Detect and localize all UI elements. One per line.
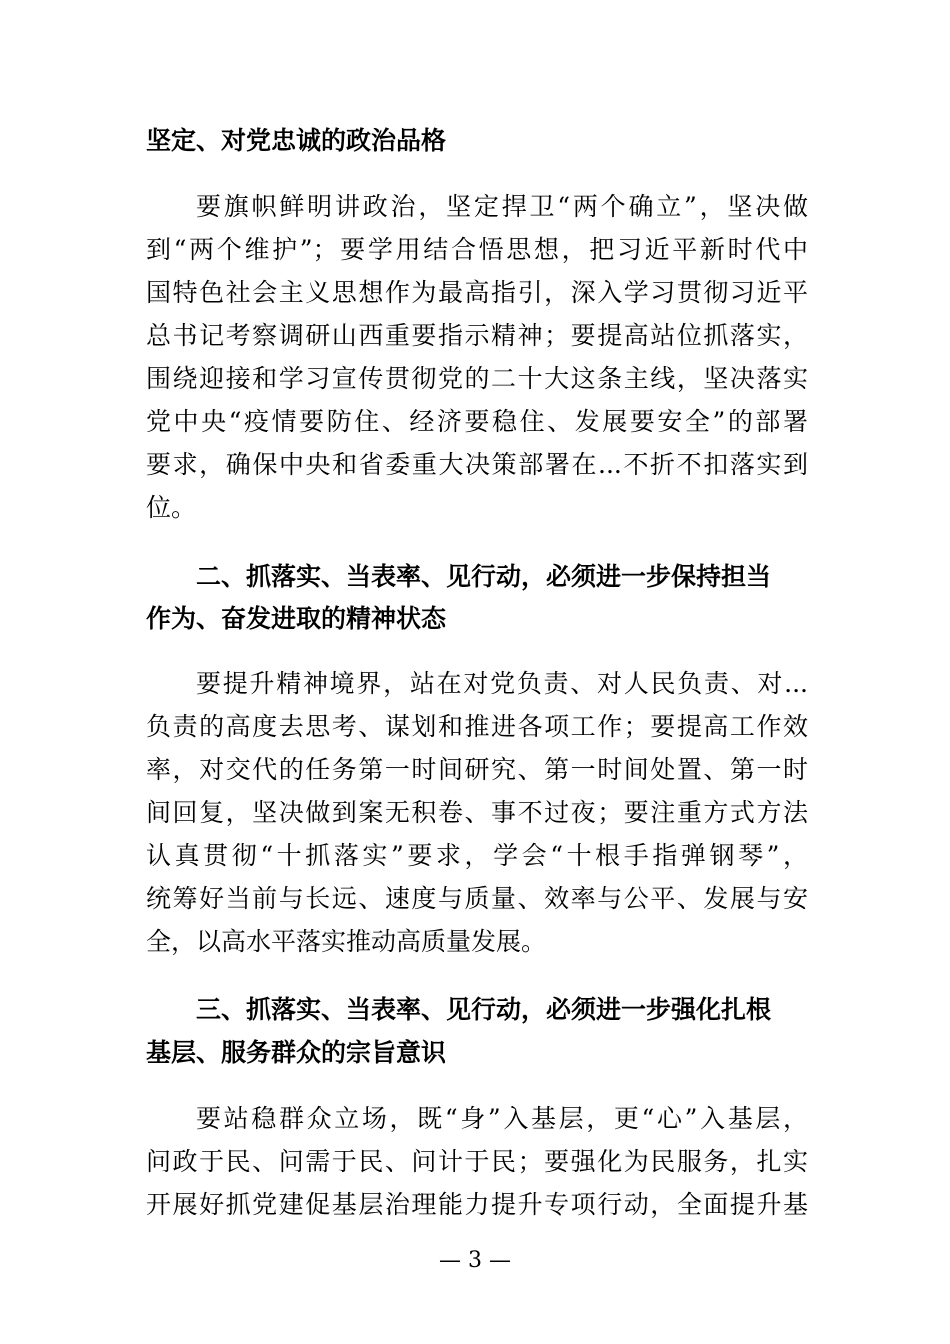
paragraph-line: 总书记考察调研山西重要指示精神；要提高站位抓落实， [146,321,808,350]
section-1-heading: 坚定、对党忠诚的政治品格 [146,126,447,155]
paragraph-line: 开展好抓党建促基层治理能力提升专项行动，全面提升基 [146,1190,808,1219]
paragraph-line: 统筹好当前与长远、速度与质量、效率与公平、发展与安 [146,884,808,913]
paragraph-line: 率，对交代的任务第一时间研究、第一时间处置、第一时 [146,755,808,784]
paragraph-line: 国特色社会主义思想作为最高指引，深入学习贯彻习近平 [146,278,808,307]
paragraph-line: 问政于民、问需于民、问计于民；要强化为民服务，扎实 [146,1147,808,1176]
paragraph-line: 间回复，坚决做到案无积卷、事不过夜；要注重方式方法 [146,798,808,827]
paragraph-line: 围绕迎接和学习宣传贯彻党的二十大这条主线，坚决落实 [146,364,808,393]
paragraph-line: 要求，确保中央和省委重大决策部署在...不折不扣落实到 [146,450,808,479]
page-number: — 3 — [439,1248,511,1273]
paragraph-line: 党中央“疫情要防住、经济要稳住、发展要安全”的部署 [146,407,808,436]
paragraph-line: 认真贯彻“十抓落实”要求，学会“十根手指弹钢琴”， [146,841,808,870]
heading-line: 基层、服务群众的宗旨意识 [146,1038,447,1067]
heading-line: 三、抓落实、当表率、见行动，必须进一步强化扎根 [196,995,772,1024]
paragraph-line: 负责的高度去思考、谋划和推进各项工作；要提高工作效 [146,712,808,741]
paragraph-line: 要旗帜鲜明讲政治，坚定捍卫“两个确立”，坚决做 [196,192,808,221]
paragraph-line: 全，以高水平落实推动高质量发展。 [146,927,547,956]
paragraph-line: 要提升精神境界，站在对党负责、对人民负责、对... [196,669,808,698]
heading-line: 二、抓落实、当表率、见行动，必须进一步保持担当 [196,562,772,591]
paragraph-line: 位。 [146,493,197,522]
heading-line: 作为、奋发进取的精神状态 [146,604,447,633]
paragraph-line: 到“两个维护”；要学用结合悟思想，把习近平新时代中 [146,235,808,264]
paragraph-line: 要站稳群众立场，既“身”入基层，更“心”入基层， [196,1104,808,1133]
